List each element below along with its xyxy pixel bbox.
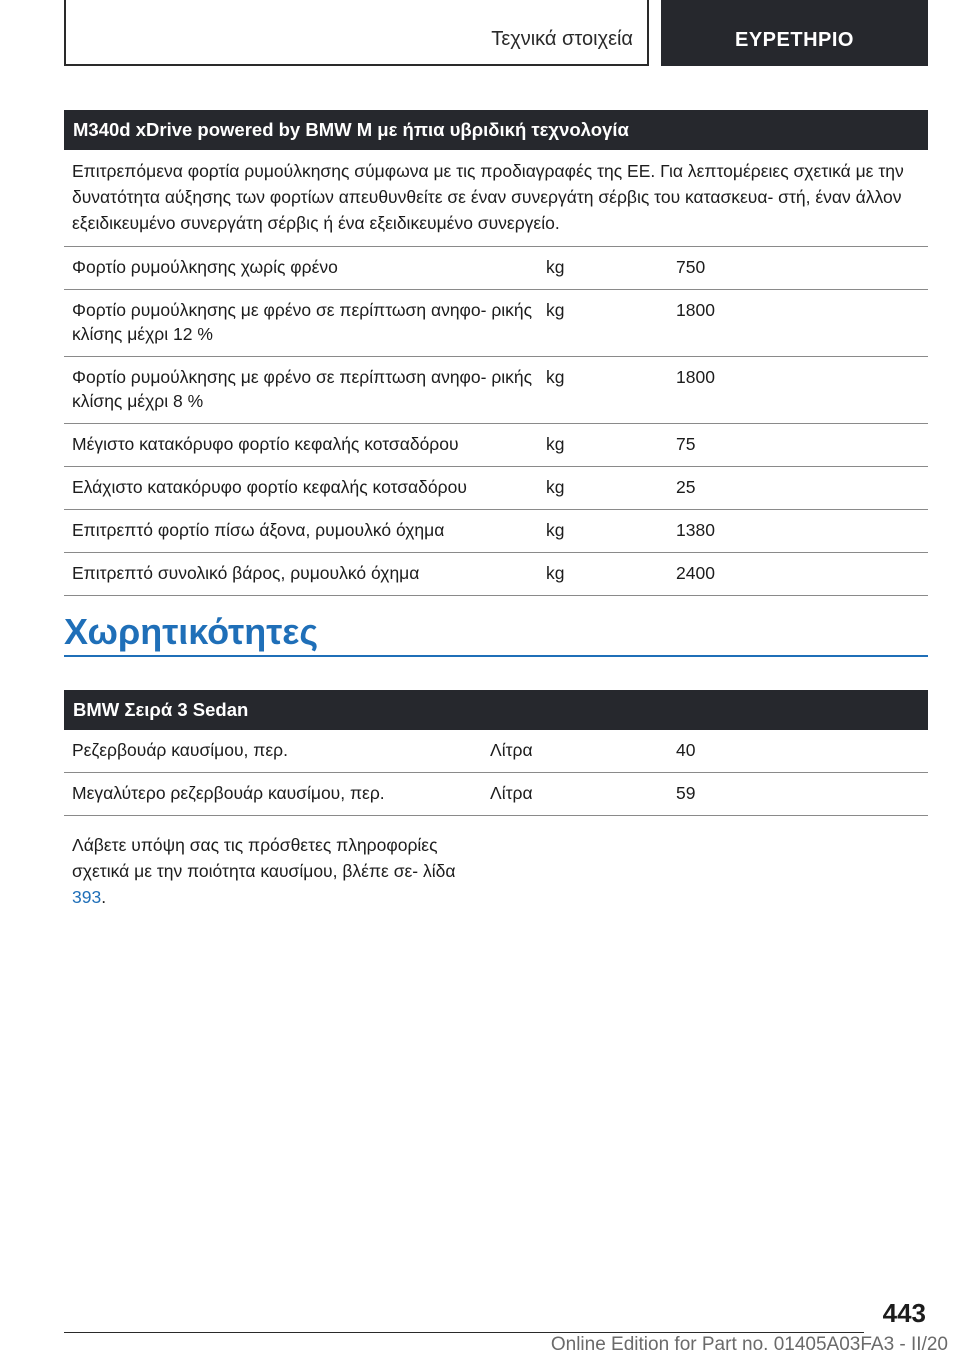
towing-table-note: Επιτρεπόμενα φορτία ρυμούλκησης σύμφωνα με τις προδιαγραφές της ΕΕ. Για λεπτομέρειες σχετικά με την δυνατότητα αύξησης των φορτίων απευθυνθείτε σε έναν συνεργάτη σέρβις του κατασκευα- στή, έναν άλλον εξειδικευμένο συνεργάτη σέρβις ή ένα εξειδικευμένο συνεργείο. xyxy=(64,150,928,247)
row-value: 750 xyxy=(676,257,706,277)
capacities-heading: Χωρητικότητες xyxy=(64,612,928,657)
row-unit: Λίτρα xyxy=(490,740,533,760)
index-tab[interactable] xyxy=(661,0,928,66)
table-row xyxy=(64,247,928,290)
table-row xyxy=(64,357,928,424)
fuel-note-end: . xyxy=(101,887,107,907)
section-tab-label: Τεχνικά στοιχεία xyxy=(491,28,633,50)
table-row xyxy=(64,510,928,553)
row-label: Ελάχιστο κατακόρυφο φορτίο κεφαλής κοτσαδόρου xyxy=(72,477,467,497)
row-unit: kg xyxy=(546,520,565,540)
row-label: Φορτίο ρυμούλκησης με φρένο σε περίπτωση ανηφο- ρικής κλίσης μέχρι 8 % xyxy=(72,367,533,411)
row-label: Επιτρεπτό φορτίο πίσω άξονα, ρυμουλκό όχημα xyxy=(72,520,445,540)
row-value: 75 xyxy=(676,434,696,454)
fuel-note-text: Λάβετε υπόψη σας τις πρόσθετες πληροφορίες σχετικά με την ποιότητα καυσίμου, βλέπε σε- λίδα xyxy=(72,835,456,881)
footer-divider xyxy=(64,1332,864,1333)
row-value: 25 xyxy=(676,477,696,497)
index-tab-label: ΕΥΡΕΤΗΡΙΟ xyxy=(735,29,854,51)
table-row xyxy=(64,290,928,357)
page-link[interactable]: 393 xyxy=(72,887,102,907)
edition-footer: Online Edition for Part no. 01405A03FA3 - II/20 xyxy=(550,1334,948,1355)
capacity-table-title: BMW Σειρά 3 Sedan xyxy=(64,690,928,730)
row-unit: kg xyxy=(546,477,565,497)
row-value: 1800 xyxy=(676,300,715,320)
table-row xyxy=(64,773,928,816)
row-value: 1800 xyxy=(676,367,715,387)
row-unit: kg xyxy=(546,367,565,387)
page-number: 443 xyxy=(882,1298,926,1328)
row-label: Φορτίο ρυμούλκησης με φρένο σε περίπτωση ανηφο- ρικής κλίσης μέχρι 12 % xyxy=(72,300,533,344)
row-label: Μέγιστο κατακόρυφο φορτίο κεφαλής κοτσαδόρου xyxy=(72,434,459,454)
capacity-table xyxy=(64,690,928,816)
row-unit: kg xyxy=(546,300,565,320)
row-unit: kg xyxy=(546,257,565,277)
towing-table xyxy=(64,110,928,596)
row-unit: Λίτρα xyxy=(490,783,533,803)
row-unit: kg xyxy=(546,563,565,583)
row-value: 59 xyxy=(676,783,696,803)
row-label: Μεγαλύτερο ρεζερβουάρ καυσίμου, περ. xyxy=(72,783,385,803)
row-value: 40 xyxy=(676,740,696,760)
row-label: Φορτίο ρυμούλκησης χωρίς φρένο xyxy=(72,257,338,277)
table-row xyxy=(64,467,928,510)
row-value: 2400 xyxy=(676,563,715,583)
fuel-quality-note xyxy=(64,832,484,910)
row-unit: kg xyxy=(546,434,565,454)
table-row xyxy=(64,424,928,467)
table-row xyxy=(64,730,928,773)
table-row xyxy=(64,553,928,596)
section-tab[interactable] xyxy=(64,0,649,66)
row-value: 1380 xyxy=(676,520,715,540)
towing-table-title: M340d xDrive powered by BMW M με ήπια υβριδική τεχνολογία xyxy=(64,110,928,150)
row-label: Επιτρεπτό συνολικό βάρος, ρυμουλκό όχημα xyxy=(72,563,420,583)
row-label: Ρεζερβουάρ καυσίμου, περ. xyxy=(72,740,288,760)
